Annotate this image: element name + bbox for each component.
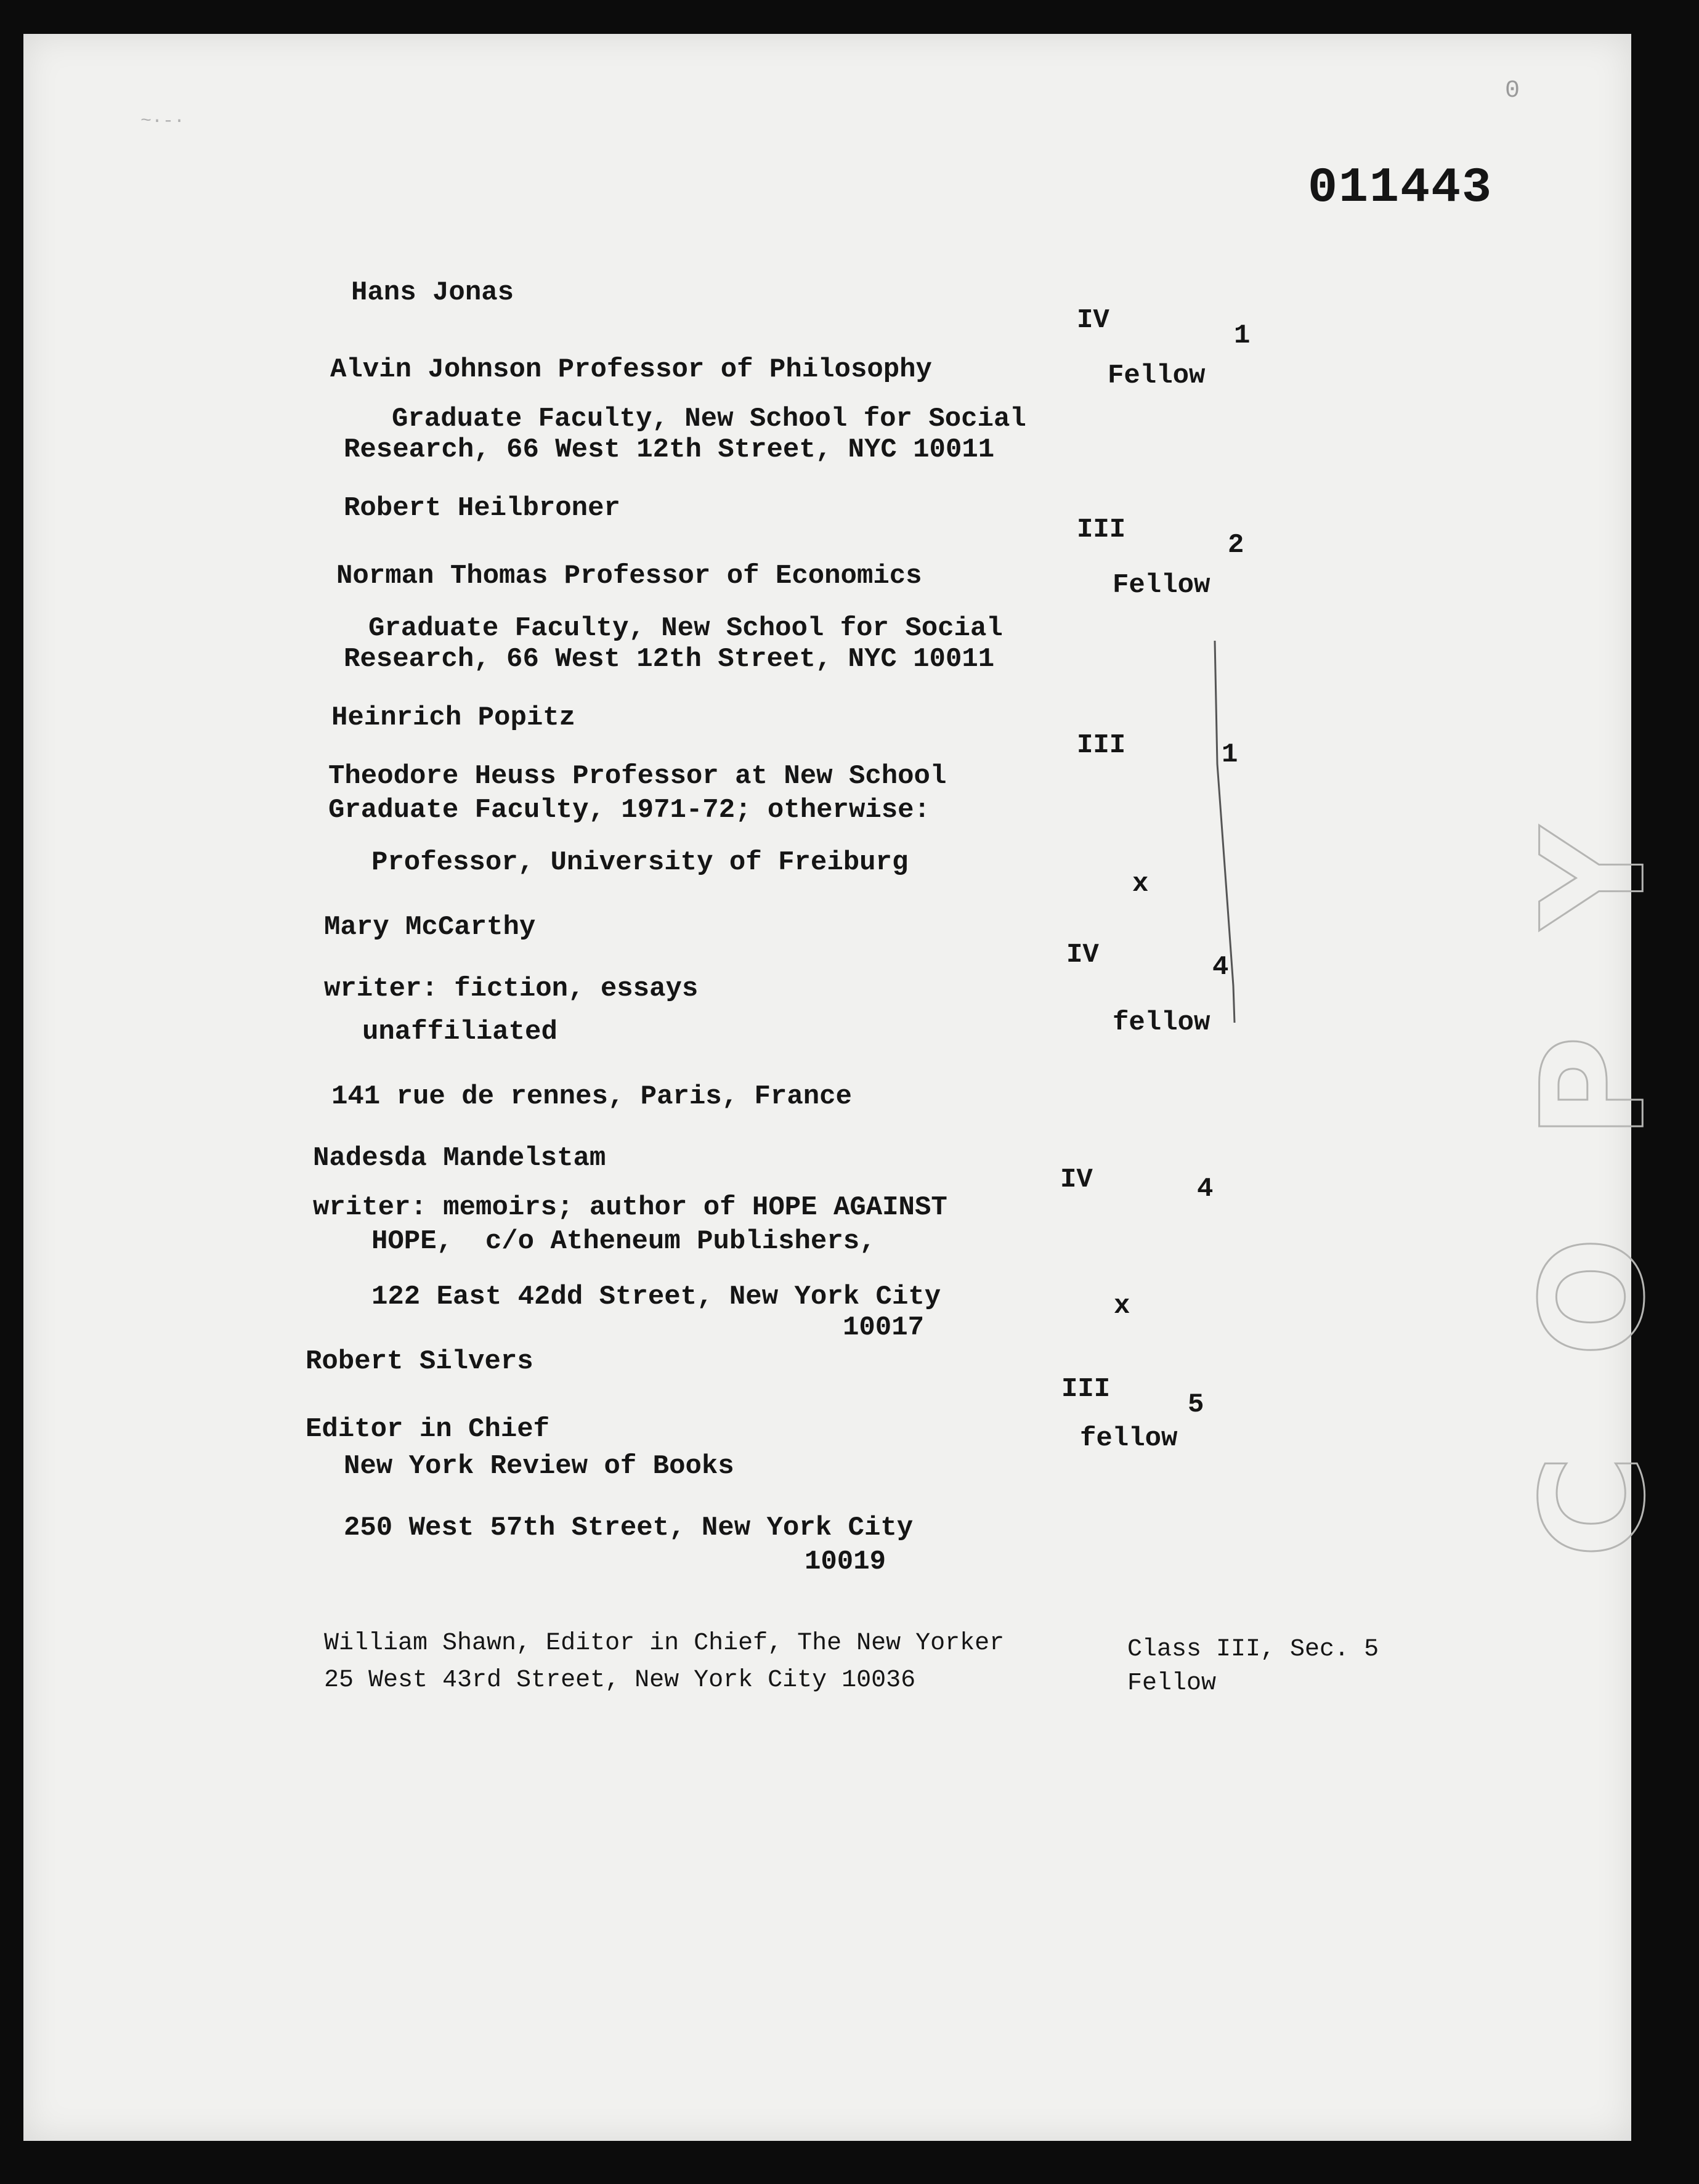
footer-classification: Class III, Sec. 5 xyxy=(1127,1636,1379,1663)
footer-line: William Shawn, Editor in Chief, The New Yorker xyxy=(324,1630,1005,1657)
document-number: 011443 xyxy=(1308,160,1493,216)
entry-line: HOPE, c/o Atheneum Publishers, xyxy=(371,1226,876,1257)
copy-stamp xyxy=(1512,773,1677,1611)
entry-title: writer: memoirs; author of HOPE AGAINST xyxy=(313,1192,947,1223)
footer-line: 25 West 43rd Street, New York City 10036 xyxy=(324,1666,916,1694)
class-mark: III xyxy=(1077,514,1126,545)
entry-line: 122 East 42dd Street, New York City xyxy=(371,1281,941,1312)
entry-name: Nadesda Mandelstam xyxy=(313,1143,606,1174)
entry-line: Research, 66 West 12th Street, NYC 10011 xyxy=(344,644,995,675)
document-page xyxy=(23,34,1677,2141)
status-mark: Fellow xyxy=(1113,570,1210,601)
status-mark: fellow xyxy=(1080,1423,1178,1454)
entry-line: 10019 xyxy=(805,1546,886,1577)
entry-line: New York Review of Books xyxy=(344,1451,734,1482)
entry-line: 250 West 57th Street, New York City xyxy=(344,1512,914,1543)
status-mark: x xyxy=(1114,1291,1130,1321)
class-mark: IV xyxy=(1077,305,1109,336)
entry-title: Theodore Heuss Professor at New School xyxy=(328,761,947,792)
section-mark: 4 xyxy=(1197,1174,1214,1204)
section-mark: 4 xyxy=(1212,952,1229,983)
entry-line: 141 rue de rennes, Paris, France xyxy=(331,1081,852,1112)
status-mark: Fellow xyxy=(1108,360,1206,391)
section-mark: 5 xyxy=(1188,1389,1204,1420)
class-mark: IV xyxy=(1066,940,1099,970)
entry-title: Editor in Chief xyxy=(306,1414,550,1445)
entry-title: Alvin Johnson Professor of Philosophy xyxy=(330,354,932,385)
stamp-letter: O xyxy=(1512,1236,1676,1357)
section-mark: 1 xyxy=(1222,739,1238,770)
entry-name: Mary McCarthy xyxy=(324,912,536,943)
corner-mark: 0 xyxy=(1505,77,1520,105)
pencil-margin-line xyxy=(1214,641,1251,1023)
section-mark: 2 xyxy=(1228,530,1244,561)
entry-title: writer: fiction, essays xyxy=(324,973,699,1004)
stamp-letter: Y xyxy=(1512,826,1676,930)
status-mark: fellow xyxy=(1113,1007,1210,1038)
class-mark: III xyxy=(1077,730,1126,761)
class-mark: III xyxy=(1061,1374,1111,1405)
status-mark: x xyxy=(1132,869,1149,899)
entry-line: Research, 66 West 12th Street, NYC 10011 xyxy=(344,434,995,465)
entry-line: Graduate Faculty, New School for Social xyxy=(392,404,1026,434)
entry-name: Heinrich Popitz xyxy=(331,702,576,733)
footer-status: Fellow xyxy=(1127,1670,1217,1697)
entry-name: Robert Silvers xyxy=(306,1346,533,1377)
entry-line: unaffiliated xyxy=(362,1017,558,1047)
stamp-letter: C xyxy=(1512,1454,1677,1559)
entry-name: Robert Heilbroner xyxy=(344,493,620,524)
entry-title: Norman Thomas Professor of Economics xyxy=(336,561,922,591)
class-mark: IV xyxy=(1060,1164,1093,1195)
ink-smudge: ~·-· xyxy=(140,111,185,132)
entry-line: Graduate Faculty, New School for Social xyxy=(368,613,1003,644)
stamp-letter: P xyxy=(1512,1035,1677,1140)
entry-line: Professor, University of Freiburg xyxy=(371,847,909,878)
section-mark: 1 xyxy=(1234,320,1251,351)
entry-name: Hans Jonas xyxy=(351,277,514,308)
entry-line: Graduate Faculty, 1971-72; otherwise: xyxy=(328,795,930,826)
entry-line: 10017 xyxy=(843,1312,925,1343)
